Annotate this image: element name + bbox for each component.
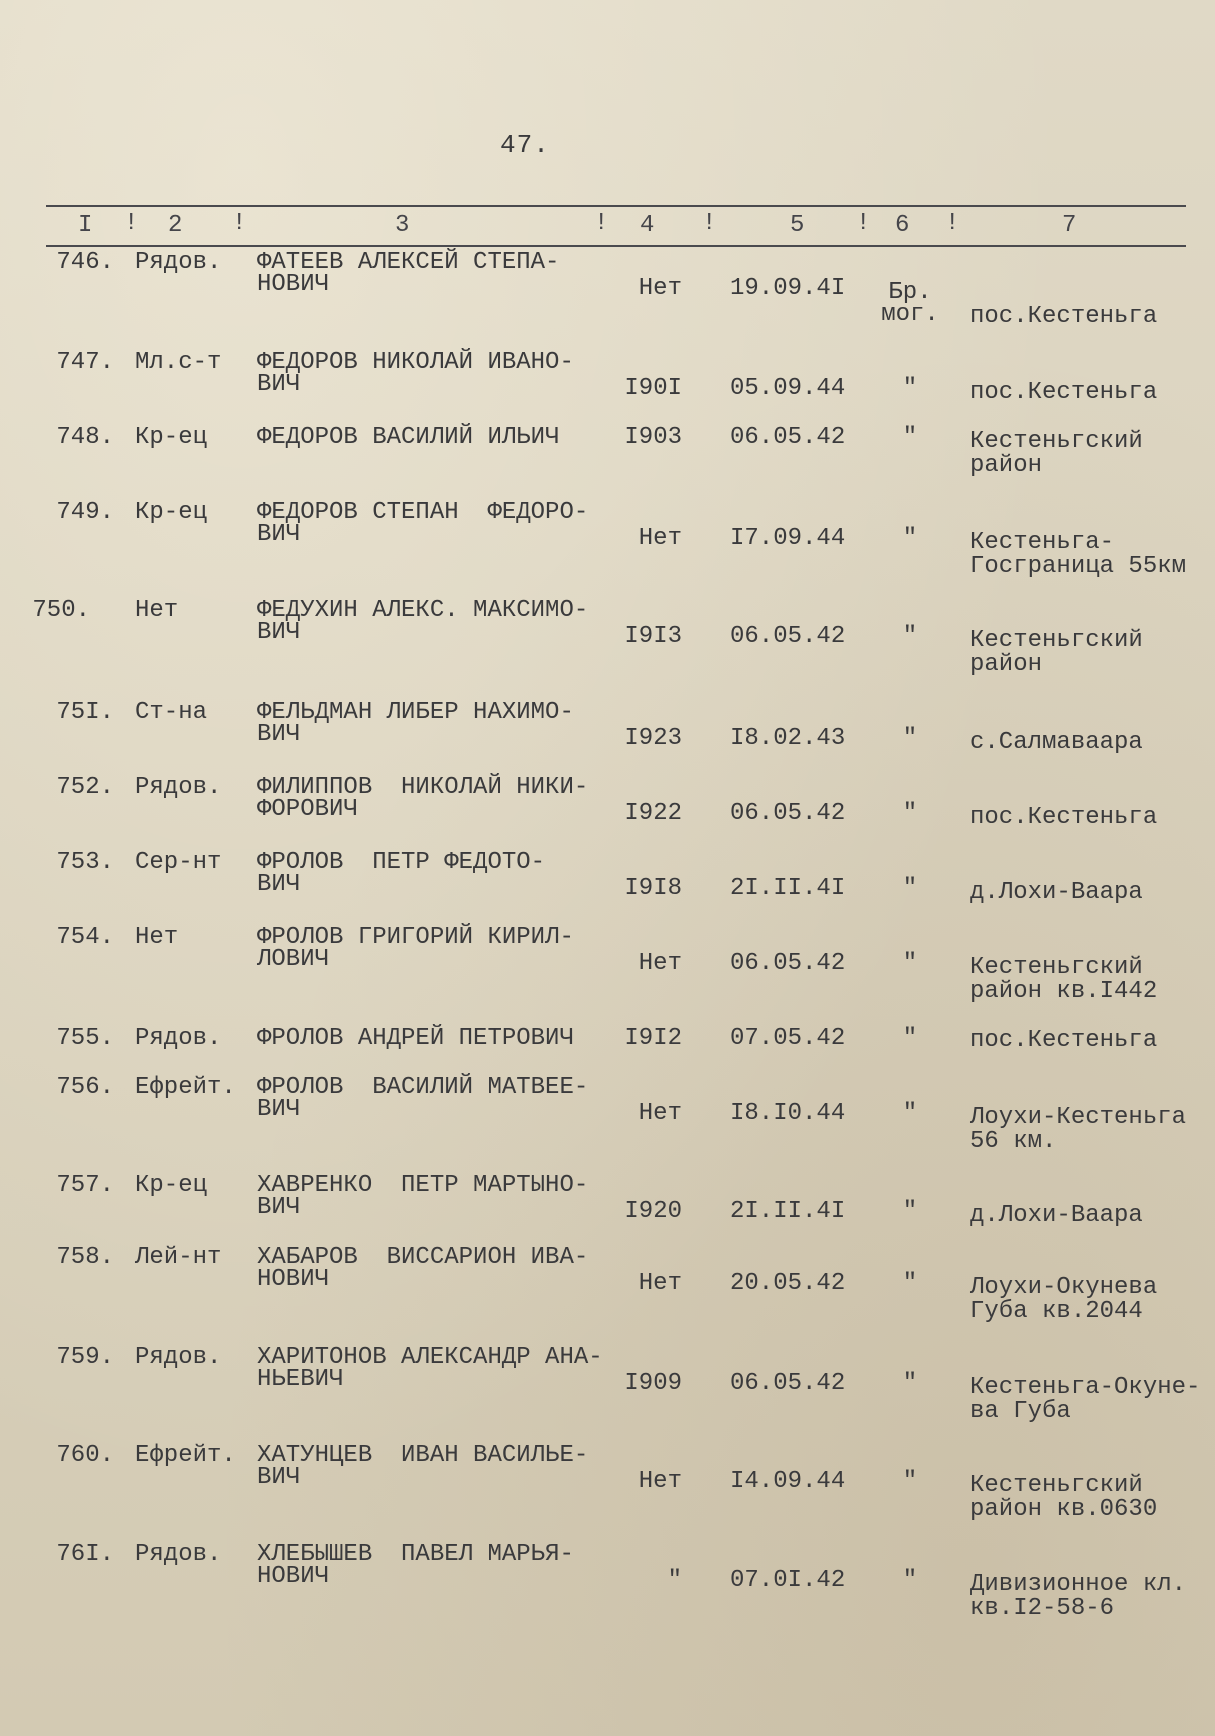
full-name-line2: ВИЧ bbox=[257, 1096, 301, 1123]
record-number: 758. bbox=[56, 1244, 114, 1271]
burial-place-line1: с.Салмаваара bbox=[970, 729, 1143, 756]
burial-type-ditto: " bbox=[902, 800, 918, 827]
full-name-line1: ХАВРЕНКО ПЕТР МАРТЫНО- bbox=[257, 1172, 589, 1199]
death-date: 07.05.42 bbox=[730, 1025, 846, 1052]
birth-year: I9I3 bbox=[624, 623, 682, 650]
burial-place-line2: кв.I2-58-6 bbox=[970, 1595, 1115, 1622]
full-name-line1: ФЕДОРОВ СТЕПАН ФЕДОРО- bbox=[257, 499, 589, 526]
burial-place-line1: Лоухи-Кестеньга bbox=[970, 1104, 1187, 1131]
record-number: 759. bbox=[56, 1344, 114, 1371]
column-header-6: 6 bbox=[895, 212, 910, 239]
record-number: 756. bbox=[56, 1074, 114, 1101]
column-header-1: I bbox=[78, 212, 93, 239]
record-number: 746. bbox=[56, 249, 114, 276]
death-date: I8.02.43 bbox=[730, 725, 846, 752]
column-separator: ! bbox=[945, 210, 960, 237]
burial-type-ditto: " bbox=[902, 1468, 918, 1495]
burial-place-line2: район кв.I442 bbox=[970, 978, 1158, 1005]
burial-place-line2: район bbox=[970, 651, 1043, 678]
death-date: 06.05.42 bbox=[730, 800, 846, 827]
rank: Сер-нт bbox=[135, 849, 222, 876]
full-name-line1: ФРОЛОВ ВАСИЛИЙ МАТВЕЕ- bbox=[257, 1074, 589, 1101]
death-date: 06.05.42 bbox=[730, 950, 846, 977]
rank: Рядов. bbox=[135, 249, 222, 276]
full-name-line1: ХЛЕБЫШЕВ ПАВЕЛ МАРЬЯ- bbox=[257, 1541, 574, 1568]
burial-place-line1: д.Лохи-Ваара bbox=[970, 879, 1143, 906]
full-name-line2: ВИЧ bbox=[257, 521, 301, 548]
full-name-line1: ФИЛИППОВ НИКОЛАЙ НИКИ- bbox=[257, 774, 589, 801]
burial-place-line1: Кестеньга- bbox=[970, 529, 1115, 556]
full-name-line2: ВИЧ bbox=[257, 871, 301, 898]
rank: Кр-ец bbox=[135, 499, 208, 526]
full-name-line2: НОВИЧ bbox=[257, 1563, 330, 1590]
burial-place-line1: Кестеньгский bbox=[970, 1472, 1143, 1499]
full-name-line1: ФРОЛОВ АНДРЕЙ ПЕТРОВИЧ bbox=[257, 1025, 574, 1052]
record-number: 748. bbox=[56, 424, 114, 451]
death-date: 06.05.42 bbox=[730, 1370, 846, 1397]
birth-year: Нет bbox=[638, 1100, 682, 1127]
record-number: 755. bbox=[56, 1025, 114, 1052]
record-number: 754. bbox=[56, 924, 114, 951]
burial-type-ditto: " bbox=[902, 1567, 918, 1594]
birth-year: I90I bbox=[624, 375, 682, 402]
full-name-line1: ФЕДОРОВ ВАСИЛИЙ ИЛЬИЧ bbox=[257, 424, 560, 451]
rank: Ефрейт. bbox=[135, 1074, 236, 1101]
full-name-line2: ФОРОВИЧ bbox=[257, 796, 358, 823]
burial-place-line1: пос.Кестеньга bbox=[970, 1027, 1158, 1054]
burial-type-line1: Бр. bbox=[888, 279, 932, 306]
birth-year: I909 bbox=[624, 1370, 682, 1397]
column-separator: ! bbox=[856, 210, 871, 237]
burial-place-line1: пос.Кестеньга bbox=[970, 379, 1158, 406]
death-date: 20.05.42 bbox=[730, 1270, 846, 1297]
full-name-line2: ВИЧ bbox=[257, 1194, 301, 1221]
record-number: 747. bbox=[56, 349, 114, 376]
burial-type-ditto: " bbox=[902, 424, 918, 451]
rank: Ст-на bbox=[135, 699, 208, 726]
death-date: I4.09.44 bbox=[730, 1468, 846, 1495]
birth-year: Нет bbox=[638, 1468, 682, 1495]
burial-place-line1: Кестеньгский bbox=[970, 954, 1143, 981]
full-name-line1: ХАБАРОВ ВИССАРИОН ИВА- bbox=[257, 1244, 589, 1271]
burial-type-ditto: " bbox=[902, 875, 918, 902]
burial-place-line2: Губа кв.2044 bbox=[970, 1298, 1143, 1325]
burial-place-line1: Лоухи-Окунева bbox=[970, 1274, 1158, 1301]
birth-year: I923 bbox=[624, 725, 682, 752]
column-separator: ! bbox=[594, 210, 609, 237]
full-name-line2: ВИЧ bbox=[257, 371, 301, 398]
record-number: 749. bbox=[56, 499, 114, 526]
burial-type-ditto: " bbox=[902, 1270, 918, 1297]
column-separator: ! bbox=[702, 210, 717, 237]
birth-year: I9I8 bbox=[624, 875, 682, 902]
rank: Ефрейт. bbox=[135, 1442, 236, 1469]
birth-year: Нет bbox=[638, 950, 682, 977]
full-name-line1: ФЕЛЬДМАН ЛИБЕР НАХИМО- bbox=[257, 699, 574, 726]
full-name-line2: НОВИЧ bbox=[257, 271, 330, 298]
death-date: 19.09.4I bbox=[730, 275, 846, 302]
death-date: I8.I0.44 bbox=[730, 1100, 846, 1127]
burial-place-line1: пос.Кестеньга bbox=[970, 804, 1158, 831]
rank: Рядов. bbox=[135, 1541, 222, 1568]
column-header-4: 4 bbox=[640, 212, 655, 239]
death-date: 2I.II.4I bbox=[730, 875, 846, 902]
death-date: 07.0I.42 bbox=[730, 1567, 846, 1594]
burial-place-line2: район bbox=[970, 452, 1043, 479]
page-number: 47. bbox=[500, 130, 550, 160]
burial-type-ditto: " bbox=[902, 525, 918, 552]
rank: Рядов. bbox=[135, 1025, 222, 1052]
birth-year: Нет bbox=[638, 275, 682, 302]
burial-type-ditto: " bbox=[902, 375, 918, 402]
burial-type-ditto: " bbox=[902, 1370, 918, 1397]
rank: Рядов. bbox=[135, 1344, 222, 1371]
record-number: 760. bbox=[56, 1442, 114, 1469]
full-name-line2: ВИЧ bbox=[257, 721, 301, 748]
death-date: 2I.II.4I bbox=[730, 1198, 846, 1225]
burial-place-line2: район кв.0630 bbox=[970, 1496, 1158, 1523]
rank: Кр-ец bbox=[135, 424, 208, 451]
birth-year: " bbox=[667, 1567, 682, 1594]
header-rule-bottom bbox=[46, 245, 1186, 247]
record-number: 76I. bbox=[56, 1541, 114, 1568]
rank: Рядов. bbox=[135, 774, 222, 801]
full-name-line1: ФАТЕЕВ АЛЕКСЕЙ СТЕПА- bbox=[257, 249, 560, 276]
death-date: 06.05.42 bbox=[730, 623, 846, 650]
rank: Нет bbox=[135, 597, 179, 624]
rank: Лей-нт bbox=[135, 1244, 222, 1271]
burial-type-ditto: " bbox=[902, 1100, 918, 1127]
record-number: 75I. bbox=[56, 699, 114, 726]
burial-type-ditto: " bbox=[902, 1025, 918, 1052]
column-separator: ! bbox=[124, 210, 139, 237]
birth-year: I920 bbox=[624, 1198, 682, 1225]
burial-place-line1: д.Лохи-Ваара bbox=[970, 1202, 1143, 1229]
full-name-line1: ХАРИТОНОВ АЛЕКСАНДР АНА- bbox=[257, 1344, 603, 1371]
full-name-line1: ХАТУНЦЕВ ИВАН ВАСИЛЬЕ- bbox=[257, 1442, 589, 1469]
burial-type-ditto: " bbox=[902, 623, 918, 650]
column-header-7: 7 bbox=[1062, 212, 1077, 239]
full-name-line1: ФЕДОРОВ НИКОЛАЙ ИВАНО- bbox=[257, 349, 574, 376]
header-rule-top bbox=[46, 205, 1186, 207]
burial-place-line1: Кестеньгский bbox=[970, 627, 1143, 654]
rank: Мл.с-т bbox=[135, 349, 222, 376]
full-name-line2: НЬЕВИЧ bbox=[257, 1366, 344, 1393]
full-name-line2: НОВИЧ bbox=[257, 1266, 330, 1293]
record-number: 750. bbox=[32, 597, 90, 624]
rank: Нет bbox=[135, 924, 179, 951]
full-name-line1: ФРОЛОВ ПЕТР ФЕДОТО- bbox=[257, 849, 546, 876]
burial-place-line1: Кестеньга-Окуне- bbox=[970, 1374, 1201, 1401]
burial-place-line1: Кестеньгский bbox=[970, 428, 1143, 455]
birth-year: I922 bbox=[624, 800, 682, 827]
burial-type-ditto: " bbox=[902, 725, 918, 752]
column-header-3: 3 bbox=[395, 212, 410, 239]
burial-place-line2: 56 км. bbox=[970, 1128, 1057, 1155]
burial-place-line1: Дивизионное кл. bbox=[970, 1571, 1187, 1598]
birth-year: I903 bbox=[624, 424, 682, 451]
burial-type-line2: мог. bbox=[881, 301, 939, 328]
full-name-line1: ФЕДУХИН АЛЕКС. МАКСИМО- bbox=[257, 597, 589, 624]
full-name-line1: ФРОЛОВ ГРИГОРИЙ КИРИЛ- bbox=[257, 924, 574, 951]
column-header-2: 2 bbox=[168, 212, 183, 239]
column-header-5: 5 bbox=[790, 212, 805, 239]
birth-year: Нет bbox=[638, 525, 682, 552]
record-number: 753. bbox=[56, 849, 114, 876]
death-date: 06.05.42 bbox=[730, 424, 846, 451]
burial-type-ditto: " bbox=[902, 950, 918, 977]
burial-place-line2: Госграница 55км bbox=[970, 553, 1187, 580]
full-name-line2: ВИЧ bbox=[257, 1464, 301, 1491]
death-date: 05.09.44 bbox=[730, 375, 846, 402]
birth-year: Нет bbox=[638, 1270, 682, 1297]
burial-place-line2: ва Губа bbox=[970, 1398, 1071, 1425]
burial-place-line1: пос.Кестеньга bbox=[970, 303, 1158, 330]
rank: Кр-ец bbox=[135, 1172, 208, 1199]
full-name-line2: ЛОВИЧ bbox=[257, 946, 330, 973]
birth-year: I9I2 bbox=[624, 1025, 682, 1052]
column-separator: ! bbox=[232, 210, 247, 237]
record-number: 757. bbox=[56, 1172, 114, 1199]
death-date: I7.09.44 bbox=[730, 525, 846, 552]
burial-type-ditto: " bbox=[902, 1198, 918, 1225]
record-number: 752. bbox=[56, 774, 114, 801]
full-name-line2: ВИЧ bbox=[257, 619, 301, 646]
